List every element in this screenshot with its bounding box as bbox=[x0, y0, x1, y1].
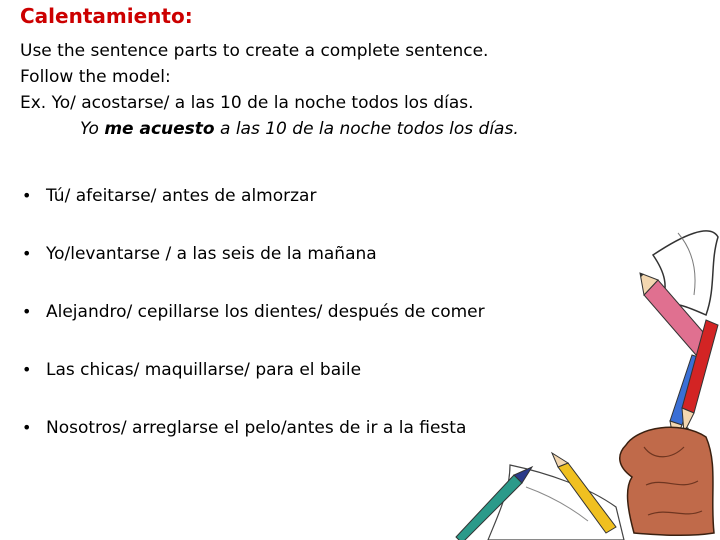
model-answer-end: a las 10 de la noche todos los días. bbox=[214, 119, 519, 139]
exercise-text: Alejandro/ cepillarse los dientes/ después de comer bbox=[46, 302, 485, 322]
bullet: • bbox=[22, 302, 32, 321]
exercise-text: Tú/ afeitarse/ antes de almorzar bbox=[46, 186, 317, 206]
model-answer-verb: me acuesto bbox=[104, 119, 215, 139]
exercise-text: Las chicas/ maquillarse/ para el baile bbox=[46, 360, 362, 380]
example-prompt: Ex. Yo/ acostarse/ a las 10 de la noche todos los días. bbox=[20, 93, 474, 113]
exercise-text: Nosotros/ arreglarse el pelo/antes de ir a la fiesta bbox=[46, 418, 467, 438]
instruction-line: Follow the model: bbox=[20, 67, 171, 87]
crumpled-paper-icon bbox=[620, 427, 714, 535]
model-answer-start: Yo bbox=[80, 119, 105, 139]
bullet: • bbox=[22, 360, 32, 379]
bullet: • bbox=[22, 186, 32, 205]
pencils-paper-clipart bbox=[448, 215, 720, 540]
instruction-line: Use the sentence parts to create a complete sentence. bbox=[20, 41, 489, 61]
exercise-text: Yo/levantarse / a las seis de la mañana bbox=[46, 244, 377, 264]
page-title: Calentamiento: bbox=[20, 4, 193, 28]
model-answer bbox=[20, 116, 620, 142]
bullet: • bbox=[22, 418, 32, 437]
instructions-block bbox=[20, 38, 620, 142]
bullet: • bbox=[22, 244, 32, 263]
